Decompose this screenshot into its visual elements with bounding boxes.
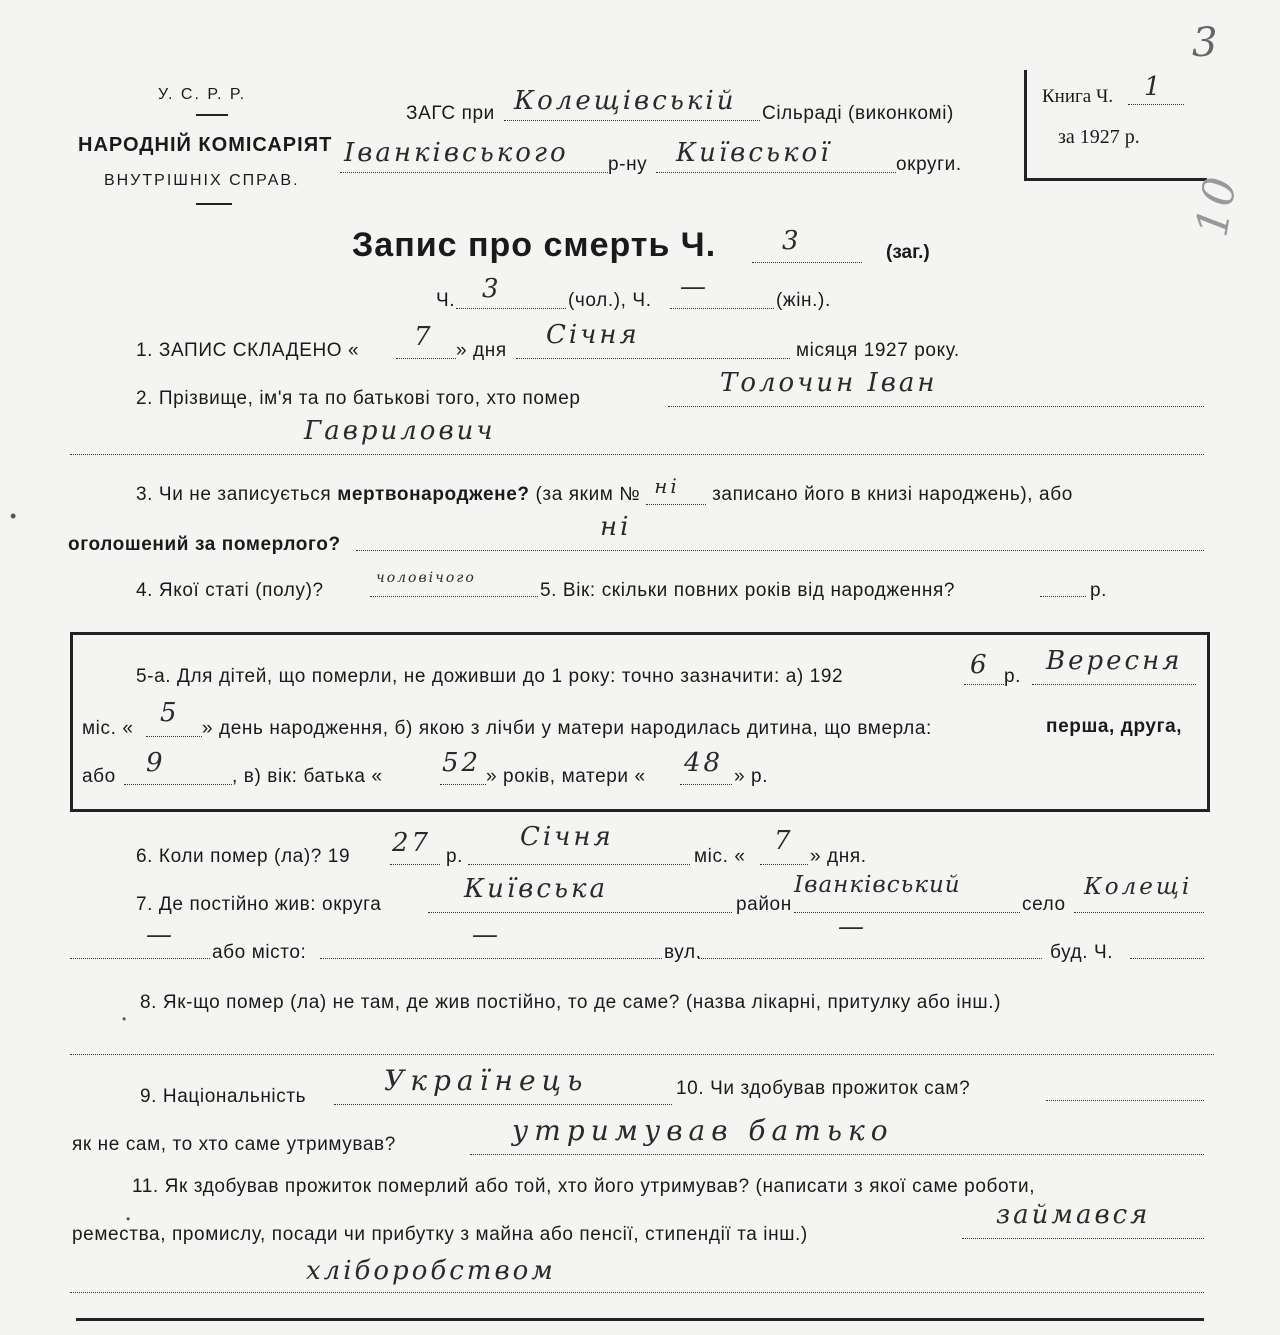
item5a-text-g: » років, матери « (486, 766, 646, 787)
okruga-field[interactable] (656, 140, 896, 173)
item9-label: 9. Національність (140, 1086, 307, 1107)
item9-nationality-value: Українець (384, 1064, 589, 1097)
corner-mark: 3 (1192, 20, 1221, 66)
item6-text-d: » дня. (810, 846, 867, 867)
item3-number-field[interactable] (646, 474, 706, 505)
item6-month-value: Січня (520, 822, 614, 852)
item2-name-field[interactable] (668, 368, 1204, 407)
record-title: Запис про смерть Ч. (352, 226, 717, 264)
item5a-mother-field[interactable] (680, 748, 732, 785)
item7-text-b: район (736, 894, 792, 915)
item7-village-cont-field[interactable] (70, 920, 210, 959)
item5a-year-field[interactable] (964, 650, 1004, 685)
item6-text-b: р. (446, 846, 464, 867)
raion-field[interactable] (340, 140, 608, 173)
item5a-day-value: 5 (160, 698, 180, 728)
record-suffix: (заг.) (886, 242, 930, 263)
raion-suffix: р-ну (608, 154, 648, 175)
divider (196, 203, 232, 205)
item3-declared-dead: оголошений за померлого? (68, 534, 341, 555)
item7-dash3: — (838, 912, 867, 942)
margin-speck: • (10, 506, 17, 526)
item6-day-value: 7 (774, 826, 794, 856)
item1-month-value: Січня (546, 320, 640, 350)
book-number-value: 1 (1144, 72, 1164, 102)
item5a-order-field[interactable] (124, 748, 232, 785)
record-number-value: 3 (782, 226, 802, 256)
female-suffix: (жін.). (776, 290, 831, 311)
item5a-text-h: » р. (734, 766, 769, 787)
item3-text-a: 3. Чи не записується (136, 484, 332, 505)
item5a-text-a: 5-а. Для дітей, що померли, не доживши до 1 року: точно зазначити: а) 192 (136, 666, 844, 687)
raion-value: Іванківського (344, 138, 569, 168)
item7-text-f: буд. Ч. (1050, 942, 1114, 963)
item7-dash1: — (146, 920, 175, 950)
item7-okruga-value: Київська (464, 874, 609, 904)
margin-speck: • (126, 1212, 131, 1226)
bottom-rule (76, 1318, 1204, 1321)
item2-patronymic-field[interactable] (70, 418, 1204, 455)
okruga-suffix: округи. (896, 154, 962, 175)
item5a-father-field[interactable] (440, 748, 486, 785)
item6-year-value: 27 (392, 828, 432, 858)
item5a-day-field[interactable] (146, 698, 202, 737)
item5a-month-value: Вересня (1046, 646, 1183, 676)
item9-nationality-field[interactable] (334, 1064, 672, 1105)
item11-answer-value-b: хліборобством (306, 1256, 556, 1286)
item2-label: 2. Прізвище, ім'я та по батькові того, хто помер (136, 388, 581, 409)
item3-number-value: ні (654, 474, 680, 498)
item3-answer-field[interactable] (356, 512, 1204, 551)
village-value: Колещівській (514, 86, 737, 116)
item5a-birth-order: перша, друга, (1046, 716, 1183, 737)
item7-okruga-field[interactable] (428, 874, 732, 913)
item10-keeper-value: утримував батько (512, 1114, 894, 1147)
item7-village-value: Колещі (1084, 874, 1193, 900)
item7-text-d: або місто: (212, 942, 307, 963)
item7-city-field[interactable] (320, 920, 662, 959)
male-count-field[interactable] (456, 274, 566, 309)
item5a-text-c: міс. « (82, 718, 134, 739)
zags-prefix: ЗАГС при (406, 103, 495, 124)
item6-day-field[interactable] (760, 826, 808, 865)
item5a-month-field[interactable] (1032, 646, 1196, 685)
item7-street-field[interactable] (698, 912, 1042, 959)
item11-answer-value-a: займався (996, 1200, 1151, 1230)
item5-age-label: 5. Вік: скільки повних років від народження? (540, 580, 956, 601)
item7-house-field[interactable] (1130, 930, 1204, 959)
item5a-text-d: » день народження, б) якою з лічби у матери народилась дитина, що вмерла: (202, 718, 932, 739)
item5a-text-f: , в) вік: батька « (232, 766, 383, 787)
margin-speck: • (122, 1012, 127, 1026)
item5a-year-value: 6 (970, 650, 990, 680)
item2-patronymic-value: Гаврилович (304, 416, 496, 446)
male-count-value: 3 (482, 274, 502, 304)
item2-name-value: Толочин Іван (720, 368, 938, 398)
zags-suffix: Сільраді (виконкомі) (762, 103, 954, 124)
item7-raion-field[interactable] (794, 872, 1020, 913)
item5a-text-b: р. (1004, 666, 1022, 687)
item3-answer-value: ні (600, 512, 632, 542)
item7-dash2: — (472, 920, 501, 950)
item1-month-field[interactable] (516, 320, 790, 359)
item3-line (136, 474, 1073, 506)
side-mark: 10 (1186, 170, 1248, 241)
item11-answer-field-b[interactable] (70, 1258, 1204, 1293)
item6-year-field[interactable] (390, 828, 440, 865)
item4-sex-value: чоловічого (376, 570, 476, 586)
item3-text-c: записано його в книзі народжень), або (712, 484, 1073, 505)
item8-label: 8. Як-що помер (ла) не там, де жив постійно, то де саме? (назва лікарні, притулку або інш.) (140, 992, 1001, 1013)
book-year: за 1927 р. (1058, 126, 1140, 148)
item5-age-suffix: р. (1090, 580, 1108, 601)
male-label: Ч. (436, 290, 456, 311)
record-number-field[interactable] (752, 226, 862, 263)
internal-affairs-label: ВНУТРІШНІХ СПРАВ. (104, 172, 300, 189)
item10-label: 10. Чи здобував прожиток сам? (676, 1078, 971, 1099)
item7-text-c: село (1022, 894, 1066, 915)
item6-text-c: міс. « (694, 846, 746, 867)
item5a-father-value: 52 (442, 748, 482, 778)
commissariat-label: НАРОДНІЙ КОМІСАРІЯТ (78, 134, 333, 156)
female-count-field[interactable] (670, 272, 774, 309)
item5a-order-value: 9 (146, 748, 166, 778)
book-label: Книга Ч. (1042, 86, 1114, 107)
item1-mid: » дня (456, 340, 507, 361)
item6-month-field[interactable] (468, 822, 690, 865)
item10-answer-field[interactable] (1046, 1078, 1204, 1101)
item5a-mother-value: 48 (684, 748, 724, 778)
village-field[interactable] (504, 86, 760, 121)
item1-suffix: місяця 1927 року. (796, 340, 960, 361)
item5a-text-e: або (82, 766, 116, 787)
item1-day-value: 7 (414, 322, 434, 352)
item7-raion-value: Іванківський (794, 872, 961, 898)
item10-keeper-label: як не сам, то хто саме утримував? (72, 1134, 396, 1155)
item11-text-b: ремества, промислу, посади чи прибутку з майна або пенсії, стипендії та інш.) (72, 1224, 808, 1245)
item1-day-field[interactable] (396, 322, 456, 359)
item3-stillborn: мертвонароджене? (337, 484, 530, 505)
item8-place-field[interactable] (70, 1026, 1214, 1055)
item11-answer-field-a[interactable] (962, 1200, 1204, 1239)
item10-keeper-field[interactable] (470, 1114, 1204, 1155)
item7-text-a: 7. Де постійно жив: округа (136, 894, 382, 915)
item3-text-b: (за яким № (535, 484, 641, 505)
book-number-field[interactable] (1128, 72, 1184, 105)
item1-prefix: 1. ЗАПИС СКЛАДЕНО « (136, 340, 360, 361)
female-count-value: — (680, 272, 709, 302)
item4-label: 4. Якої статі (полу)? (136, 580, 324, 601)
item5-age-field[interactable] (1040, 576, 1086, 597)
divider (196, 114, 228, 116)
item4-sex-field[interactable] (370, 570, 538, 597)
item7-text-e: вул. (664, 942, 702, 963)
ussr-label: У. С. Р. Р. (158, 86, 247, 103)
item6-text-a: 6. Коли помер (ла)? 19 (136, 846, 351, 867)
item11-text-a: 11. Як здобував прожиток померлий або той, хто його утримував? (написати з якої саме роботи, (132, 1176, 1036, 1197)
item7-village-field[interactable] (1074, 874, 1204, 913)
male-suffix: (чол.), Ч. (568, 290, 652, 311)
okruga-value: Київської (676, 138, 832, 168)
